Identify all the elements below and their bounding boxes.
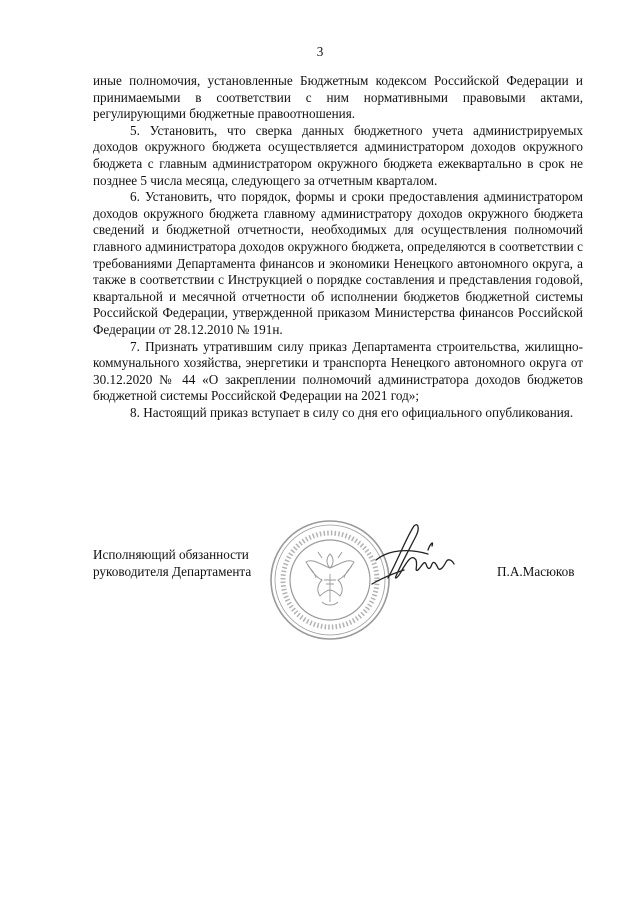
paragraph-8: 8. Настоящий приказ вступает в силу со дня его официального опубликования. <box>130 404 574 420</box>
paragraph-5: 5. Установить, что сверка данных бюджетного учета администрируемых доходов окружного бюджета осуществляется администратором доходов окружного бюджета с главным администратором окружного бюджета ежеквартально в срок не позднее 5 числа месяца, следующего за отчетным кварталом. <box>93 122 583 188</box>
paragraph-7: 7. Признать утратившим силу приказ Департамента строительства, жилищно-коммунального хозяйства, энергетики и транспорта Ненецкого автономного округа от 30.12.2020 № 44 «О закреплении полномочий администратора доходов бюджетов бюджетной системы Российской Федерации на 2021 год»; <box>93 338 583 404</box>
handwritten-signature <box>368 520 468 590</box>
signatory-position <box>93 547 273 580</box>
page-number: 3 <box>316 44 324 59</box>
signatory-position-line-2: руководителя Департамента <box>93 563 252 579</box>
signatory-name: П.А.Масюков <box>497 564 575 579</box>
paragraph-6: 6. Установить, что порядок, формы и сроки предоставления администратором доходов окружного бюджета главному администратору доходов окружного бюджета сведений и бюджетной отчетности, необходимых для осуществления полномочий главного администратора доходов окружного бюджета, определяются в соответствии с требованиями Департамента финансов и экономики Ненецкого автономного округа, а также в соответствии с Инструкцией о порядке составления и представления годовой, квартальной и месячной отчетности об исполнении бюджетов бюджетной системы Российской Федерации, утвержденной приказом Министерства финансов Российской Федерации от 28.12.2010 № 191н. <box>93 189 583 337</box>
signatory-position-line-1: Исполняющий обязанности <box>93 547 249 562</box>
paragraph-continuation: иные полномочия, установленные Бюджетным кодексом Российской Федерации и принимаемыми в соответствии с ним нормативными правовыми актами, регулирующими бюджетные правоотношения. <box>93 73 583 122</box>
document-body <box>93 73 583 421</box>
